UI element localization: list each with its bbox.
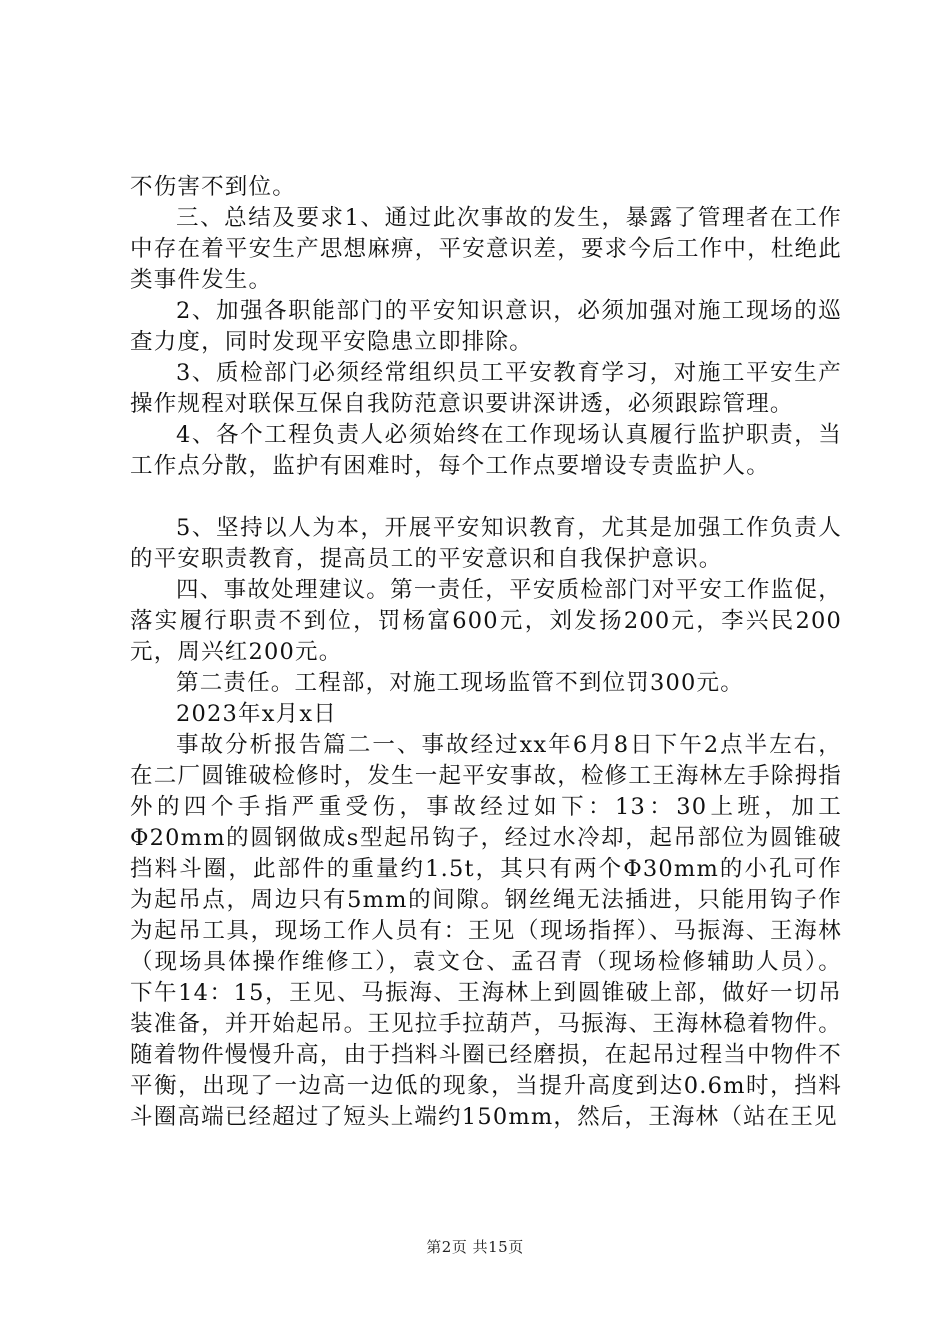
- paragraph-continuation: 不伤害不到位。: [130, 174, 296, 200]
- paragraph-report-two: 事故分析报告篇二一、事故经过xx年6月8日下午2点半左右，在二厂圆锥破检修时，发生一起平安事故，检修工王海林左手除拇指外的四个手指严重受伤，事故经过如下：13：30上班，加工Φ20mm的圆钢做成s型起吊钩子，经过水冷却，起吊部位为圆锥破挡料斗圈，此部件的重量约1.5t，其只有两个Φ30mm的小孔可作为起吊点，周边只有5mm的间隙。钢丝绳无法插进，只能用钩子作为起吊工具，现场工作人员有：王见（现场指挥）、马振海、王海林（现场具体操作维修工），袁文仓、孟召青（现场检修辅助人员）。下午14：15，王见、马振海、王海林上到圆锥破上部，做好一切吊装准备，并开始起吊。王见拉手拉葫芦，马振海、王海林稳着物件。随着物件慢慢升高，由于挡料斗圈已经磨损，在起吊过程当中物件不平衡，出现了一边高一边低的现象，当提升高度到达0.6m时，挡料斗圈高端已经超过了短头上端约150mm，然后，王海林（站在王见: [130, 732, 842, 1130]
- paragraph-requirement-2: 2、加强各职能部门的平安知识意识，必须加强对施工现场的巡查力度，同时发现平安隐患立即排除。: [130, 298, 842, 355]
- document-body: [130, 172, 842, 1133]
- paragraph-summary-requirement-1: 三、总结及要求1、通过此次事故的发生，暴露了管理者在工作中存在着平安生产思想麻痹，平安意识差，要求今后工作中，杜绝此类事件发生。: [130, 205, 842, 293]
- paragraph-handling-suggestion: 四、事故处理建议。第一责任，平安质检部门对平安工作监促，落实履行职责不到位，罚杨富600元，刘发扬200元，李兴民200元，周兴红200元。: [130, 577, 842, 665]
- paragraph-date: 2023年x月x日: [176, 701, 337, 727]
- paragraph-requirement-5: 5、坚持以人为本，开展平安知识教育，尤其是加强工作负责人的平安职责教育，提高员工的平安意识和自我保护意识。: [130, 515, 842, 572]
- paragraph-second-responsibility: 第二责任。工程部，对施工现场监管不到位罚300元。: [176, 670, 744, 696]
- paragraph-requirement-3: 3、质检部门必须经常组织员工平安教育学习，对施工平安生产操作规程对联保互保自我防范意识要讲深讲透，必须跟踪管理。: [130, 360, 842, 417]
- page-number-footer: 第2页 共15页: [426, 1238, 524, 1256]
- paragraph-requirement-4: 4、各个工程负责人必须始终在工作现场认真履行监护职责，当工作点分散，监护有困难时，每个工作点要增设专责监护人。: [130, 422, 842, 479]
